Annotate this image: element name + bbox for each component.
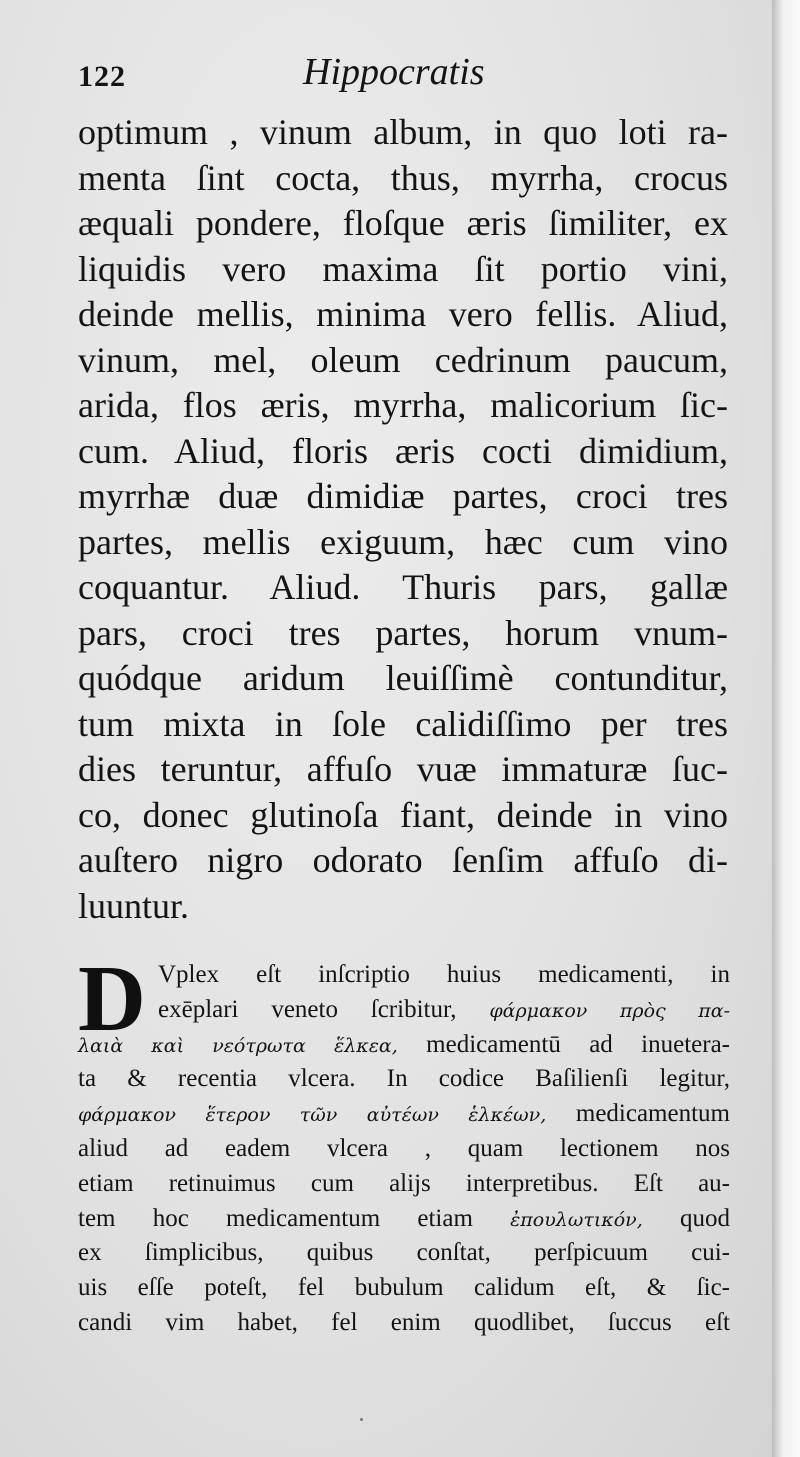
latin-text: candi vim habet, fel enim quodlibet, ſuccus eſt [78,1308,730,1336]
commentary-line [78,1271,730,1306]
page-number: 122 [78,60,126,93]
running-title: Hippocratis [303,51,485,93]
commentary-line [78,1202,730,1237]
latin-text: Vplex eſt inſcriptio huius medicamenti, in [158,961,730,988]
text-line: cum. Aliud, floris æris cocti dimidium, [78,430,728,471]
latin-text: tem hoc medicamentum etiam [78,1204,511,1232]
main-text-block [78,110,728,929]
text-line: myrrhæ duæ dimidiæ partes, croci tres [78,476,728,516]
text-line: æquali pondere, floſque æris ſimiliter, ex [78,203,728,243]
text-line: liquidis vero maxima ſit portio vini, [78,248,728,289]
text-line: pars, croci tres partes, horum vnum- [78,612,728,653]
latin-text: ta & recentia vlcera. In codice Baſilienſi legitur, [78,1065,730,1093]
latin-text: uis eſſe poteſt, fel bubulum calidum eſt, & ſic- [78,1274,730,1302]
commentary-line [78,1028,730,1063]
commentary-line [78,993,730,1028]
text-line: co, donec glutinoſa fiant, deinde in vino [78,794,728,835]
text-line: coquantur. Aliud. Thuris pars, gallæ [78,567,728,607]
commentary-line [78,1062,730,1097]
commentary-line [78,1236,730,1271]
text-line: menta ſint cocta, thus, myrrha, crocus [78,157,728,198]
greek-text: ἐπουλωτικόν, [510,1208,643,1231]
latin-text: quod [642,1204,730,1232]
text-line: quódque aridum leuiſſimè contunditur, [78,658,728,698]
text-line: dies teruntur, affuſo vuæ immaturæ ſuc- [78,749,728,789]
latin-text: etiam retinuimus cum alijs interpretibus. Eſt au- [78,1169,730,1197]
commentary-line [78,1097,730,1132]
text-line: auſtero nigro odorato ſenſim affuſo di- [78,840,728,880]
ink-speck [360,1418,363,1421]
commentary-line [78,958,730,993]
commentary-line [78,1167,730,1202]
latin-text: medicamentū ad inuetera- [397,1030,730,1058]
latin-text: exēplari veneto ſcribitur, [158,995,490,1023]
text-line: tum mixta in ſole calidiſſimo per tres [78,703,728,744]
text-line: vinum, mel, oleum cedrinum paucum, [78,339,728,380]
text-line: partes, mellis exiguum, hæc cum vino [78,521,728,562]
commentary-block [78,947,730,1341]
drop-cap-initial: D [78,947,146,1051]
text-line: deinde mellis, minima vero fellis. Aliud, [78,294,728,334]
greek-text: λαιὰ καὶ νεότρωτα ἕλκεα, [78,1034,398,1057]
latin-text: ex ſimplicibus, quibus conſtat, perſpicuum cui- [78,1239,730,1267]
commentary-line [78,1132,730,1167]
commentary-line [78,1306,730,1341]
greek-text: φάρμακον ἕτερον τῶν αὐτέων ἑλκέων, [78,1104,547,1127]
text-line: optimum , vinum album, in quo loti ra- [78,112,728,152]
latin-text: medicamentum [546,1100,730,1128]
latin-text: aliud ad eadem vlcera , quam lectionem nos [78,1134,730,1162]
commentary-lines [78,947,730,1341]
running-head [78,50,718,100]
text-line: luuntur. [78,885,190,926]
text-line: arida, flos æris, myrrha, malicorium ſic- [78,385,728,425]
page-edge [772,0,800,1457]
greek-text: φάρμακον πρὸς πα- [489,999,730,1022]
